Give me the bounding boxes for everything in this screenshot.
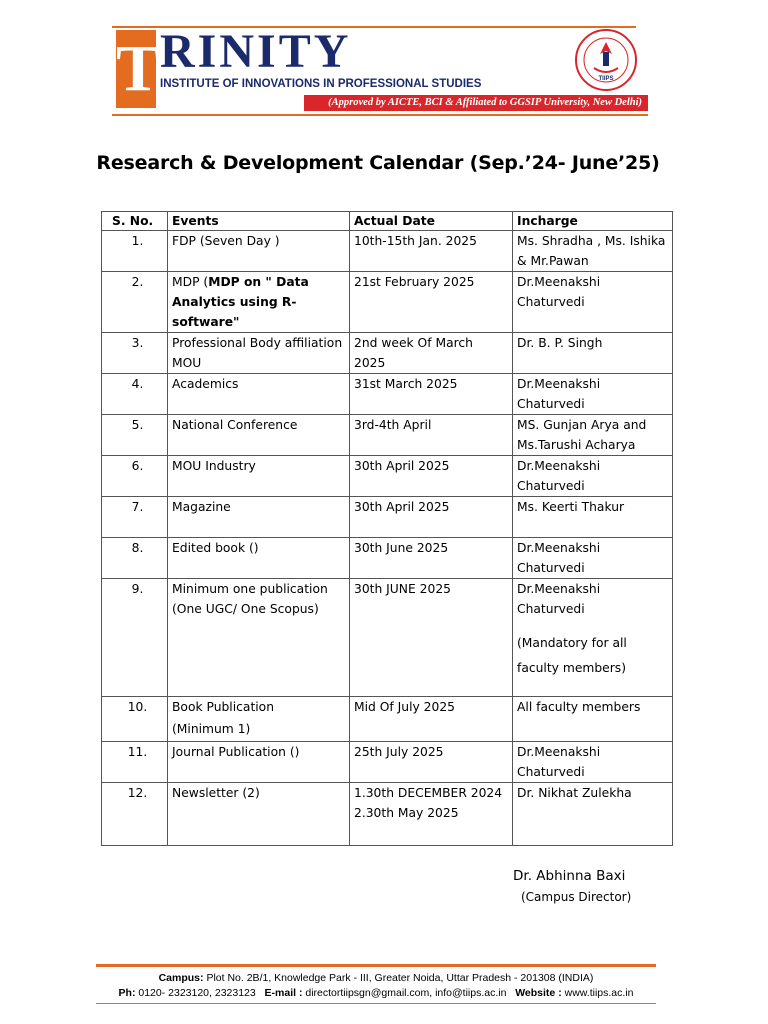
row-event: FDP (Seven Day ) — [168, 231, 350, 272]
row-date: 2nd week Of March 2025 — [350, 333, 513, 374]
row-event: Magazine — [168, 497, 350, 538]
signatory-name: Dr. Abhinna Baxi — [513, 868, 626, 884]
row-event: National Conference — [168, 415, 350, 456]
row-sno: 10. — [102, 697, 168, 742]
row-event: MOU Industry — [168, 456, 350, 497]
header-sno: S. No. — [102, 212, 168, 231]
document-title: Research & Development Calendar (Sep.’24- June’25) — [96, 152, 660, 174]
row-sno: 2. — [102, 272, 168, 333]
email-label: E-mail : — [264, 987, 303, 999]
row-date: 30th JUNE 2025 — [350, 579, 513, 697]
footer-rule — [96, 964, 656, 967]
row-incharge: Dr. Nikhat Zulekha — [513, 783, 673, 846]
event-bold: MDP on " Data Analytics using R-software" — [172, 275, 309, 329]
footer-address — [96, 972, 656, 984]
signatory-role: (Campus Director) — [521, 890, 632, 904]
row-incharge: MS. Gunjan Arya and Ms.Tarushi Acharya — [513, 415, 673, 456]
website-link[interactable]: www.tiips.ac.in — [564, 987, 634, 999]
row-event: Newsletter (2) — [168, 783, 350, 846]
campus-address: Plot No. 2B/1, Knowledge Park - III, Greater Noida, Uttar Pradesh - 201308 (INDIA) — [206, 972, 594, 984]
table-row — [102, 497, 673, 538]
incharge-name: Dr.Meenakshi Chaturvedi — [517, 582, 601, 616]
incharge-note: (Mandatory for all faculty members) — [517, 636, 627, 675]
approval-banner: (Approved by AICTE, BCI & Affiliated to GGSIP University, New Delhi) — [304, 95, 648, 111]
phone-label: Ph: — [118, 987, 136, 999]
logo-wordmark: RINITY — [160, 25, 352, 78]
row-event — [168, 272, 350, 333]
row-sno: 5. — [102, 415, 168, 456]
table-row — [102, 333, 673, 374]
row-incharge: Dr.Meenakshi Chaturvedi — [513, 272, 673, 333]
table-row — [102, 456, 673, 497]
row-sno: 12. — [102, 783, 168, 846]
row-sno: 4. — [102, 374, 168, 415]
date-line: 1.30th DECEMBER 2024 — [354, 786, 503, 800]
header-events: Events — [168, 212, 350, 231]
row-sno: 11. — [102, 742, 168, 783]
table-row — [102, 697, 673, 742]
row-incharge — [513, 579, 673, 697]
row-event: Minimum one publication (One UGC/ One Scopus) — [168, 579, 350, 697]
row-date: 30th April 2025 — [350, 456, 513, 497]
table-row — [102, 742, 673, 783]
event-line: Book Publication — [172, 700, 274, 714]
row-date: Mid Of July 2025 — [350, 697, 513, 742]
website-label: Website : — [515, 987, 562, 999]
row-incharge: Dr.Meenakshi Chaturvedi — [513, 742, 673, 783]
event-prefix: MDP ( — [172, 275, 209, 289]
row-sno: 9. — [102, 579, 168, 697]
table-row — [102, 374, 673, 415]
row-incharge: Dr.Meenakshi Chaturvedi — [513, 456, 673, 497]
row-sno: 1. — [102, 231, 168, 272]
row-date: 25th July 2025 — [350, 742, 513, 783]
row-date: 31st March 2025 — [350, 374, 513, 415]
row-date: 21st February 2025 — [350, 272, 513, 333]
calendar-table — [101, 211, 673, 846]
phone-value: 0120- 2323120, 2323123 — [138, 987, 256, 999]
row-incharge: Ms. Shradha , Ms. Ishika & Mr.Pawan — [513, 231, 673, 272]
institute-seal-icon — [574, 28, 638, 92]
header-date: Actual Date — [350, 212, 513, 231]
table-row — [102, 783, 673, 846]
row-incharge: Dr. B. P. Singh — [513, 333, 673, 374]
row-sno: 6. — [102, 456, 168, 497]
footer-bottom-rule — [96, 1003, 656, 1004]
row-incharge: Dr.Meenakshi Chaturvedi — [513, 374, 673, 415]
row-event: Professional Body affiliation MOU — [168, 333, 350, 374]
seal-text: TIIPS — [598, 76, 614, 82]
event-line: (Minimum 1) — [172, 722, 251, 736]
row-event — [168, 697, 350, 742]
email-value[interactable]: directortiipsgn@gmail.com, info@tiips.ac.in — [305, 987, 507, 999]
footer-contacts — [96, 987, 656, 999]
row-event: Academics — [168, 374, 350, 415]
row-date: 30th April 2025 — [350, 497, 513, 538]
institute-subtitle: INSTITUTE OF INNOVATIONS IN PROFESSIONAL STUDIES — [160, 78, 482, 90]
table-header-row — [102, 212, 673, 231]
table-row — [102, 538, 673, 579]
row-date: 10th-15th Jan. 2025 — [350, 231, 513, 272]
row-sno: 7. — [102, 497, 168, 538]
date-line: 2.30th May 2025 — [354, 806, 459, 820]
header-incharge: Incharge — [513, 212, 673, 231]
row-incharge: All faculty members — [513, 697, 673, 742]
table-row — [102, 272, 673, 333]
row-event: Edited book () — [168, 538, 350, 579]
letterhead-bottom-rule — [112, 114, 648, 116]
row-date — [350, 783, 513, 846]
table-row — [102, 579, 673, 697]
row-incharge: Ms. Keerti Thakur — [513, 497, 673, 538]
row-sno: 3. — [102, 333, 168, 374]
table-row — [102, 231, 673, 272]
table-row — [102, 415, 673, 456]
row-event: Journal Publication () — [168, 742, 350, 783]
row-date: 3rd-4th April — [350, 415, 513, 456]
row-incharge: Dr.Meenakshi Chaturvedi — [513, 538, 673, 579]
row-date: 30th June 2025 — [350, 538, 513, 579]
logo-initial: T — [116, 30, 156, 108]
campus-label: Campus: — [158, 972, 204, 984]
row-sno: 8. — [102, 538, 168, 579]
